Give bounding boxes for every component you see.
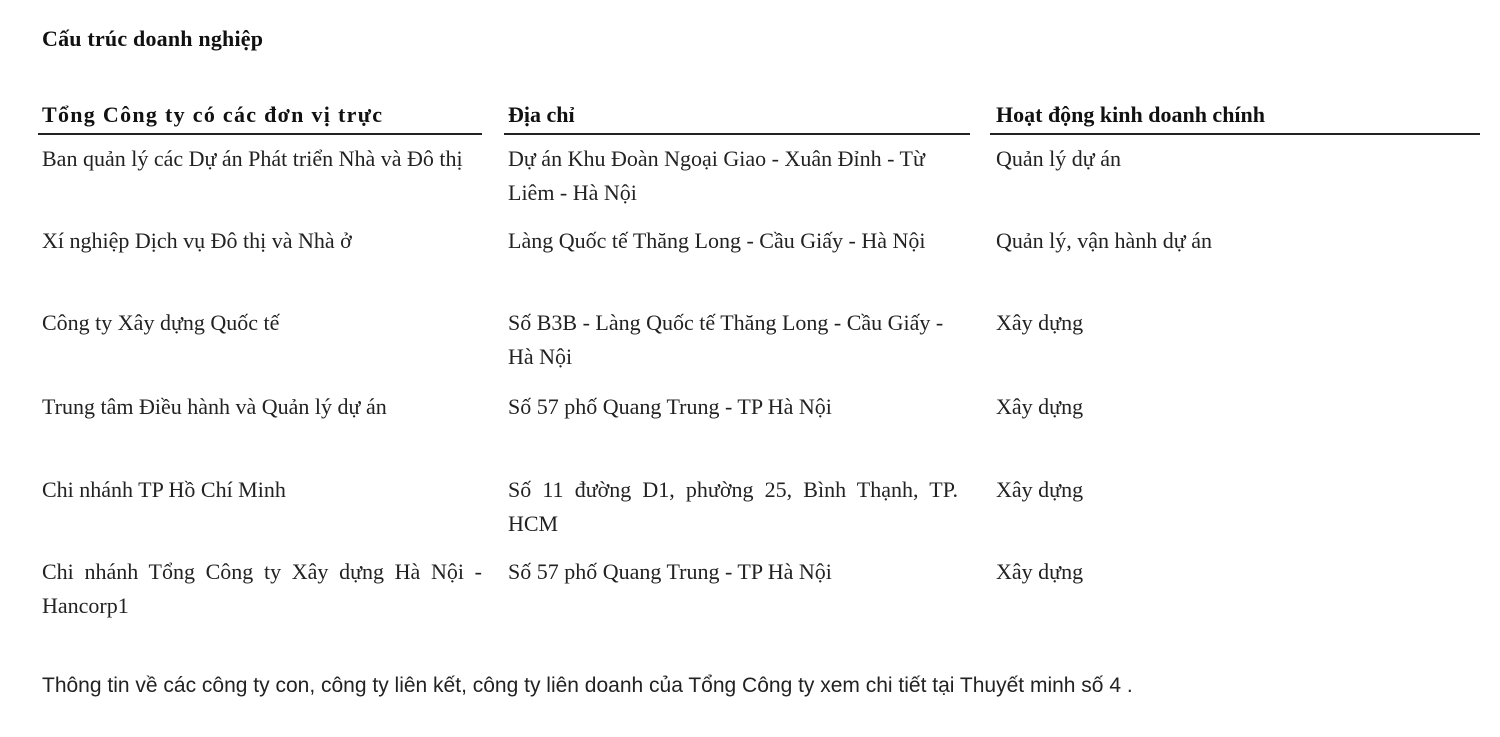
activity-cell: Xây dựng [996, 310, 1084, 335]
address-cell: Dự án Khu Đoàn Ngoại Giao - Xuân Đỉnh - Từ Liêm - Hà Nội [508, 146, 925, 205]
header-rule-address [504, 133, 970, 135]
section-title: Cấu trúc doanh nghiệp [42, 26, 264, 51]
column-header-unit: Tổng Công ty có các đơn vị trực [42, 102, 384, 127]
unit-cell: Trung tâm Điều hành và Quản lý dự án [42, 394, 387, 419]
unit-cell: Công ty Xây dựng Quốc tế [42, 310, 280, 335]
activity-cell: Quản lý, vận hành dự án [996, 228, 1212, 253]
column-header-address: Địa chỉ [508, 102, 575, 127]
activity-cell: Quản lý dự án [996, 146, 1121, 171]
activity-cell: Xây dựng [996, 394, 1084, 419]
activity-cell: Xây dựng [996, 477, 1084, 502]
unit-cell: Ban quản lý các Dự án Phát triển Nhà và Đô thị [42, 146, 463, 171]
header-rule-unit [38, 133, 482, 135]
address-cell: Làng Quốc tế Thăng Long - Cầu Giấy - Hà Nội [508, 228, 926, 253]
footnote: Thông tin về các công ty con, công ty liên kết, công ty liên doanh của Tổng Công ty xem chi tiết tại Thuyết minh số 4 . [42, 674, 1133, 697]
address-cell: Số 57 phố Quang Trung - TP Hà Nội [508, 394, 832, 419]
unit-cell: Chi nhánh TP Hồ Chí Minh [42, 477, 286, 502]
address-cell: Số B3B - Làng Quốc tế Thăng Long - Cầu Giấy - Hà Nội [508, 310, 944, 369]
column-header-activity: Hoạt động kinh doanh chính [996, 102, 1266, 127]
unit-cell: Chi nhánh Tổng Công ty Xây dựng Hà Nội - Hancorp1 [42, 559, 482, 618]
activity-cell: Xây dựng [996, 559, 1084, 584]
header-rule-activity [990, 133, 1480, 135]
address-cell: Số 11 đường D1, phường 25, Bình Thạnh, TP. HCM [508, 477, 958, 536]
unit-cell: Xí nghiệp Dịch vụ Đô thị và Nhà ở [42, 228, 352, 253]
address-cell: Số 57 phố Quang Trung - TP Hà Nội [508, 559, 832, 584]
